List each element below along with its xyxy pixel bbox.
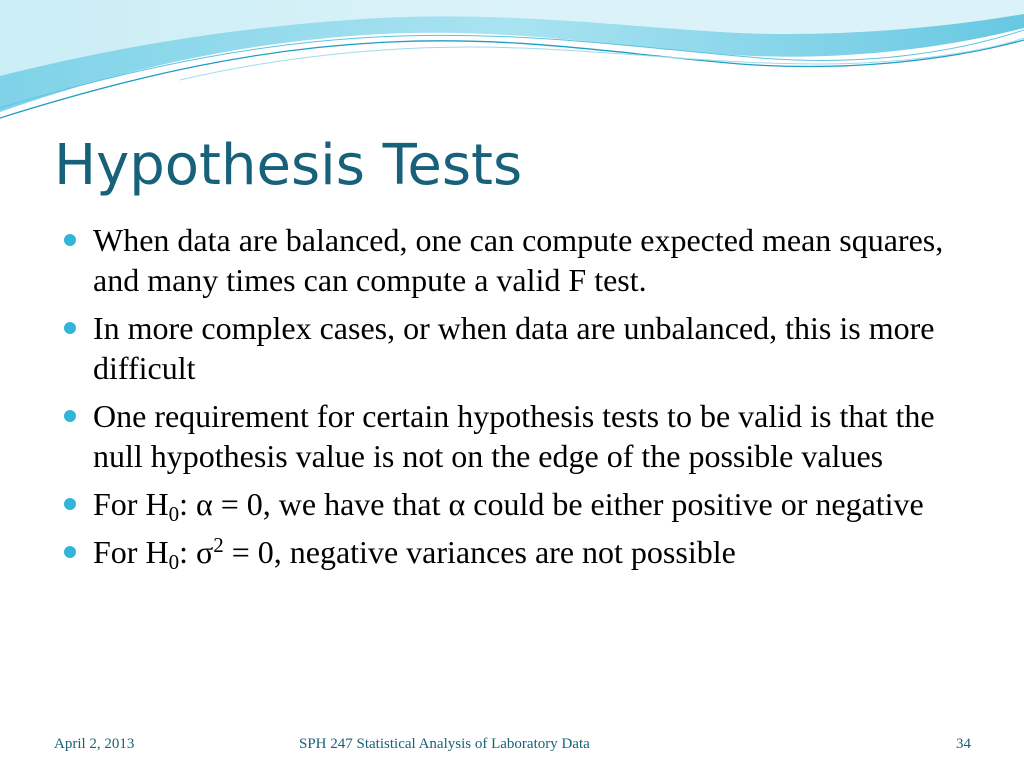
bullet-text-prefix: For H <box>93 534 169 570</box>
bullet-text-mid: : σ <box>179 534 214 570</box>
bullet-dot-icon <box>64 410 76 422</box>
bullet-text <box>93 486 924 526</box>
bullet-item <box>60 308 970 388</box>
bullet-text: One requirement for certain hypothesis tests to be valid is that the null hypothesis value is not on the edge of the possible values <box>93 398 935 474</box>
bullet-dot-icon <box>64 234 76 246</box>
bullet-text: In more complex cases, or when data are unbalanced, this is more difficult <box>93 310 935 386</box>
bullet-text: When data are balanced, one can compute expected mean squares, and many times can compute a valid F test. <box>93 222 944 298</box>
subscript: 0 <box>168 502 180 526</box>
bullet-dot-icon <box>64 498 76 510</box>
bullet-item <box>60 532 970 572</box>
superscript: 2 <box>213 533 224 557</box>
bullet-item <box>60 484 970 524</box>
slide-number: 34 <box>956 736 971 752</box>
bullet-item <box>60 396 970 476</box>
header-wave-decoration <box>0 0 1024 130</box>
bullet-text-prefix: For H <box>93 486 169 522</box>
subscript: 0 <box>168 550 180 574</box>
bullet-list <box>60 220 970 580</box>
footer-date: April 2, 2013 <box>54 736 135 752</box>
bullet-item <box>60 220 970 300</box>
bullet-text-rest: = 0, negative variances are not possible <box>223 534 736 570</box>
bullet-text <box>93 533 736 574</box>
bullet-dot-icon <box>64 322 76 334</box>
footer-course-title: SPH 247 Statistical Analysis of Laboratory Data <box>299 736 590 752</box>
bullet-text-rest: : α = 0, we have that α could be either positive or negative <box>179 486 924 522</box>
slide-title: Hypothesis Tests <box>54 133 523 198</box>
bullet-dot-icon <box>64 546 76 558</box>
